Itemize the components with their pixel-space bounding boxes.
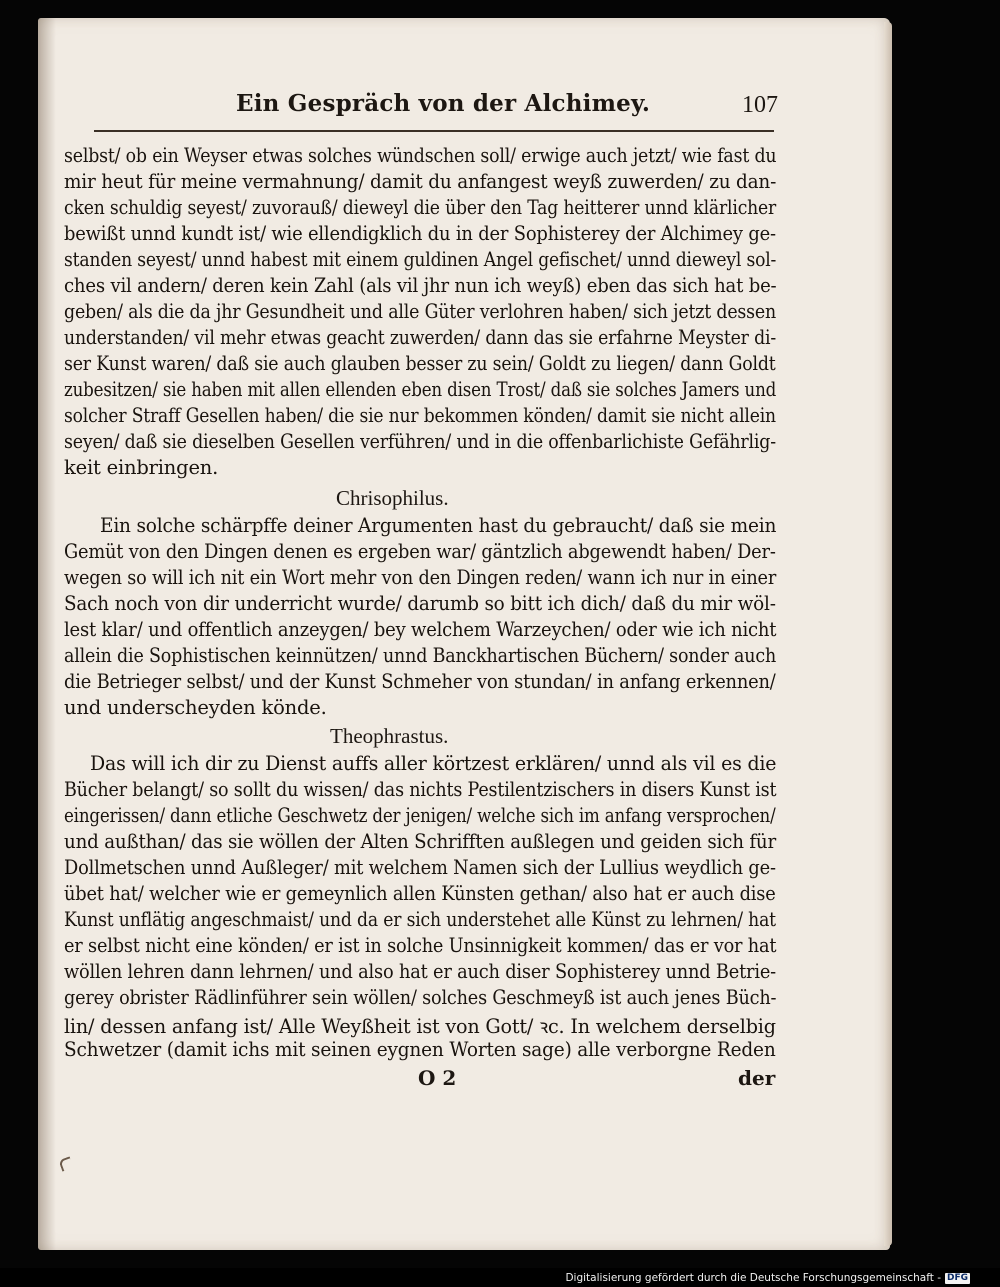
body-text — [64, 136, 776, 1096]
text-line: standen seyest/ unnd habest mit einem guldinen Angel gefischet/ unnd dieweyl sol- — [64, 248, 777, 271]
page-edge — [884, 22, 892, 1246]
page-header — [94, 86, 784, 126]
text-line: bewißt unnd kundt ist/ wie ellendigklich du in der Sophisterey der Alchimey ge- — [64, 222, 776, 245]
text-line: cken schuldig seyest/ zuvorauß/ dieweyl die über den Tag heitterer unnd klärlicher — [64, 196, 777, 219]
text-line: allein die Sophistischen keinnützen/ unnd Banckhartischen Büchern/ sonder auch — [64, 644, 777, 667]
text-line: und außthan/ das sie wöllen der Alten Schrifften außlegen und geiden sich für — [64, 830, 777, 853]
text-line: eingerissen/ dann etliche Geschwetz der jenigen/ welche sich im anfang versprochen/ — [64, 804, 776, 827]
text-line: übet hat/ welcher wie er gemeynlich allen Künsten gethan/ also hat er auch dise — [64, 882, 776, 905]
text-line: Schwetzer (damit ichs mit seinen eygnen Worten sage) alle verborgne Reden — [64, 1038, 776, 1061]
speaker-heading: Chrisophilus. — [336, 486, 449, 510]
text-line: mir heut für meine vermahnung/ damit du anfangest weyß zuwerden/ zu dan- — [64, 170, 777, 193]
text-line: lest klar/ und offentlich anzeygen/ bey welchem Warzeychen/ oder wie ich nicht — [64, 618, 777, 641]
text-line: Das will ich dir zu Dienst auffs aller körtzest erklären/ unnd als vil es die — [90, 752, 777, 775]
text-line: solcher Straff Gesellen haben/ die sie nur bekommen könden/ damit sie nicht allein — [64, 404, 776, 427]
text-line: Kunst unflätig angeschmaist/ und da er sich understehet alle Künst zu lehrnen/ hat — [64, 908, 776, 931]
text-line: understanden/ vil mehr etwas geacht zuwerden/ dann das sie erfahrne Meyster di- — [64, 326, 777, 349]
digitization-credit — [565, 1272, 970, 1284]
text-line: wegen so will ich nit ein Wort mehr von den Dingen reden/ wann ich nur in einer — [64, 566, 777, 589]
text-line: gerey obrister Rädlinführer sein wöllen/ solches Geschmeyß ist auch jenes Büch- — [64, 986, 777, 1009]
credit-text: Digitalisierung gefördert durch die Deutsche Forschungsgemeinschaft - — [565, 1272, 941, 1284]
catchword: der — [738, 1066, 776, 1090]
text-line: Dollmetschen unnd Außleger/ mit welchem Namen sich der Lullius weydlich ge- — [64, 856, 776, 879]
text-line: ches vil andern/ deren kein Zahl (als vil jhr nun ich weyß) eben das sich hat be- — [64, 274, 777, 297]
text-line: Sach noch von dir underricht wurde/ darumb so bitt ich dich/ daß du mir wöl- — [64, 592, 776, 615]
speaker-heading: Theophrastus. — [330, 724, 449, 748]
dfg-logo: DFG — [946, 1272, 968, 1283]
text-line: Gemüt von den Dingen denen es ergeben war/ gäntzlich abgewendt haben/ Der- — [64, 540, 776, 563]
text-line: selbst/ ob ein Weyser etwas solches wündschen soll/ erwige auch jetzt/ wie fast du — [64, 144, 777, 167]
text-line: die Betrieger selbst/ und der Kunst Schmeher von stundan/ in anfang erkennen/ — [64, 670, 776, 693]
page-gutter-shadow — [38, 18, 56, 1250]
running-title: Ein Gespräch von der Alchimey. — [236, 90, 651, 117]
text-line: lin/ dessen anfang ist/ Alle Weyßheit ist von Gott/ ꝛc. In welchem derselbig — [64, 1015, 776, 1038]
text-line: seyen/ daß sie dieselben Gesellen verführen/ und in die offenbarlichiste Gefährlig- — [64, 430, 776, 453]
text-line: keit einbringen. — [64, 456, 219, 479]
header-rule — [94, 130, 774, 132]
signature-mark: O 2 — [418, 1066, 457, 1090]
text-line: er selbst nicht eine könden/ er ist in solche Unsinnigkeit kommen/ das er vor hat — [64, 934, 777, 957]
text-line: wöllen lehren dann lehrnen/ und also hat er auch diser Sophisterey unnd Betrie- — [64, 960, 777, 983]
text-line: geben/ als die da jhr Gesundheit und alle Güter verlohren haben/ sich jetzt dessen — [64, 300, 777, 323]
text-line: ser Kunst waren/ daß sie auch glauben besser zu sein/ Goldt zu liegen/ dann Goldt — [64, 352, 776, 375]
text-line: zubesitzen/ sie haben mit allen ellenden eben disen Trost/ daß sie solches Jamers und — [64, 378, 777, 401]
text-line: Ein solche schärpffe deiner Argumenten hast du gebraucht/ daß sie mein — [100, 514, 777, 537]
text-line: Bücher belangt/ so sollt du wissen/ das nichts Pestilentzischers in disers Kunst ist — [64, 778, 777, 801]
page-number: 107 — [742, 92, 778, 118]
text-line: und underscheyden könde. — [64, 696, 327, 719]
